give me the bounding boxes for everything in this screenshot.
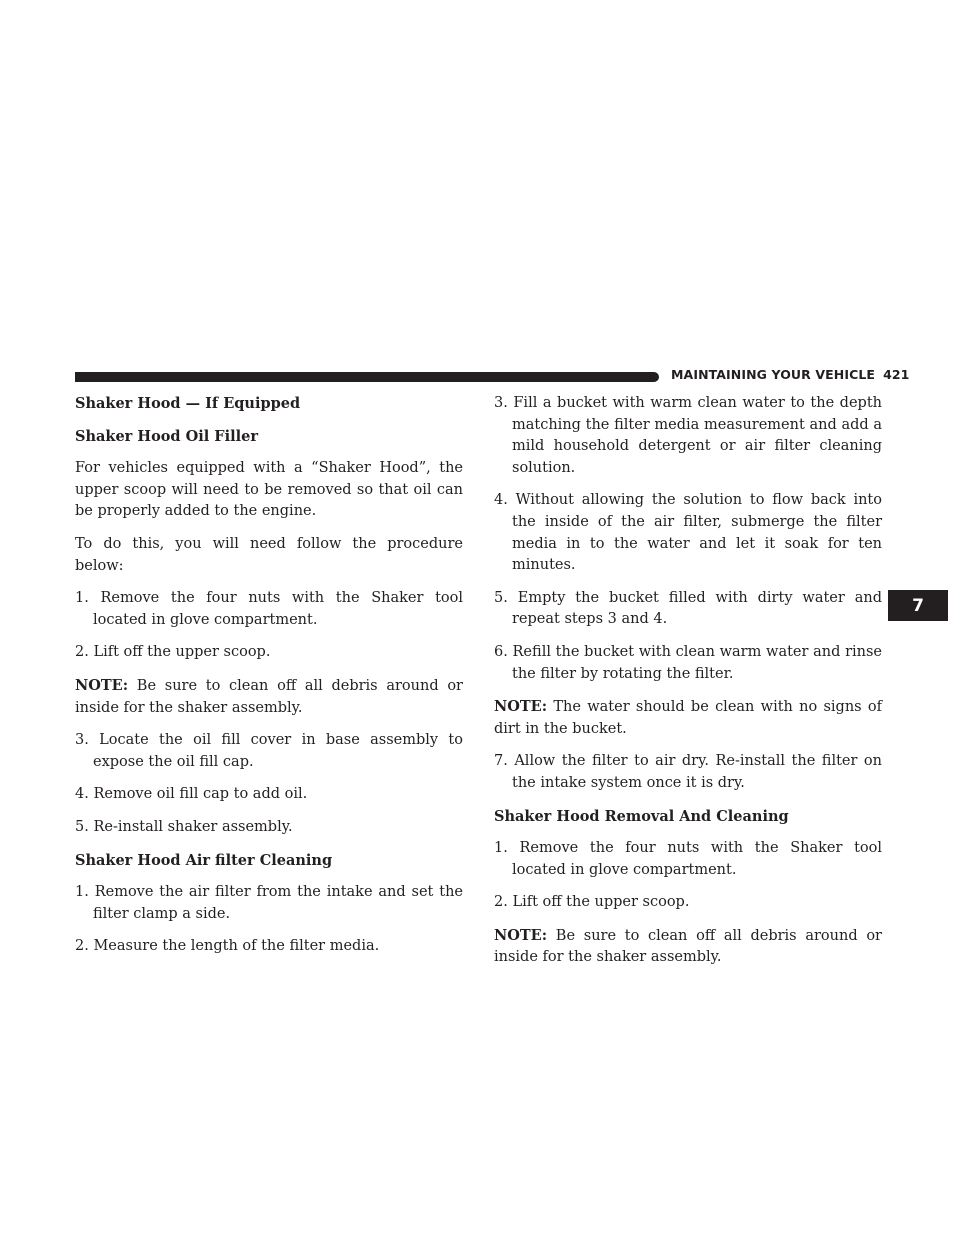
oil-step-3: 3. Locate the oil fill cover in base assembly to expose the oil fill cap. <box>75 732 463 770</box>
note-1 <box>75 675 463 719</box>
oil-step-4: 4. Remove oil fill cap to add oil. <box>75 786 308 803</box>
air-step-2: 2. Measure the length of the filter media. <box>75 938 380 955</box>
note-label: NOTE: <box>494 698 548 716</box>
procedure-intro: To do this, you will need follow the procedure below: <box>75 535 463 574</box>
air-step-5: 5. Empty the bucket filled with dirty water and repeat steps 3 and 4. <box>494 589 882 628</box>
note-text: Be sure to clean off all debris around or inside for the shaker assembly. <box>75 677 463 716</box>
note-2 <box>494 696 882 740</box>
note-label: NOTE: <box>75 676 129 694</box>
chapter-tab: 7 <box>888 590 948 621</box>
heading-air-filter: Shaker Hood Air filter Cleaning <box>75 851 333 869</box>
oil-step-5: 5. Re-install shaker assembly. <box>75 818 293 835</box>
intro-paragraph: For vehicles equipped with a “Shaker Hood”, the upper scoop will need to be removed so that oil can be properly added to the engine. <box>75 460 463 520</box>
header-rule <box>75 372 659 382</box>
note-label: NOTE: <box>494 926 548 944</box>
note-text: Be sure to clean off all debris around or inside for the shaker assembly. <box>494 927 882 966</box>
heading-removal: Shaker Hood Removal And Cleaning <box>494 807 789 825</box>
removal-step-2: 2. Lift off the upper scoop. <box>494 894 690 911</box>
section-title: MAINTAINING YOUR VEHICLE <box>671 367 876 382</box>
oil-step-1: 1. Remove the four nuts with the Shaker tool located in glove compartment. <box>75 590 463 628</box>
left-column <box>75 393 463 969</box>
air-step-6: 6. Refill the bucket with clean warm water and rinse the filter by rotating the filter. <box>494 643 882 682</box>
air-step-4: 4. Without allowing the solution to flow back into the inside of the air filter, submerge the filter media in to the water and let it soak for ten minutes. <box>494 492 882 574</box>
air-step-3: 3. Fill a bucket with warm clean water to the depth matching the filter media measurement and add a mild household detergent or air filter cleaning solution. <box>494 395 882 476</box>
heading-shaker-hood: Shaker Hood — If Equipped <box>75 395 301 412</box>
removal-step-1: 1. Remove the four nuts with the Shaker tool located in glove compartment. <box>494 840 882 878</box>
air-step-1: 1. Remove the air filter from the intake and set the filter clamp a side. <box>75 884 463 922</box>
running-header <box>671 367 909 382</box>
right-column <box>494 393 882 980</box>
note-text: The water should be clean with no signs of dirt in the bucket. <box>494 699 882 737</box>
page-number: 421 <box>883 367 910 382</box>
oil-step-2: 2. Lift off the upper scoop. <box>75 644 271 661</box>
air-step-7: 7. Allow the filter to air dry. Re-install the filter on the intake system once it is dry. <box>494 753 882 791</box>
note-3 <box>494 925 882 969</box>
heading-oil-filler: Shaker Hood Oil Filler <box>75 427 258 445</box>
